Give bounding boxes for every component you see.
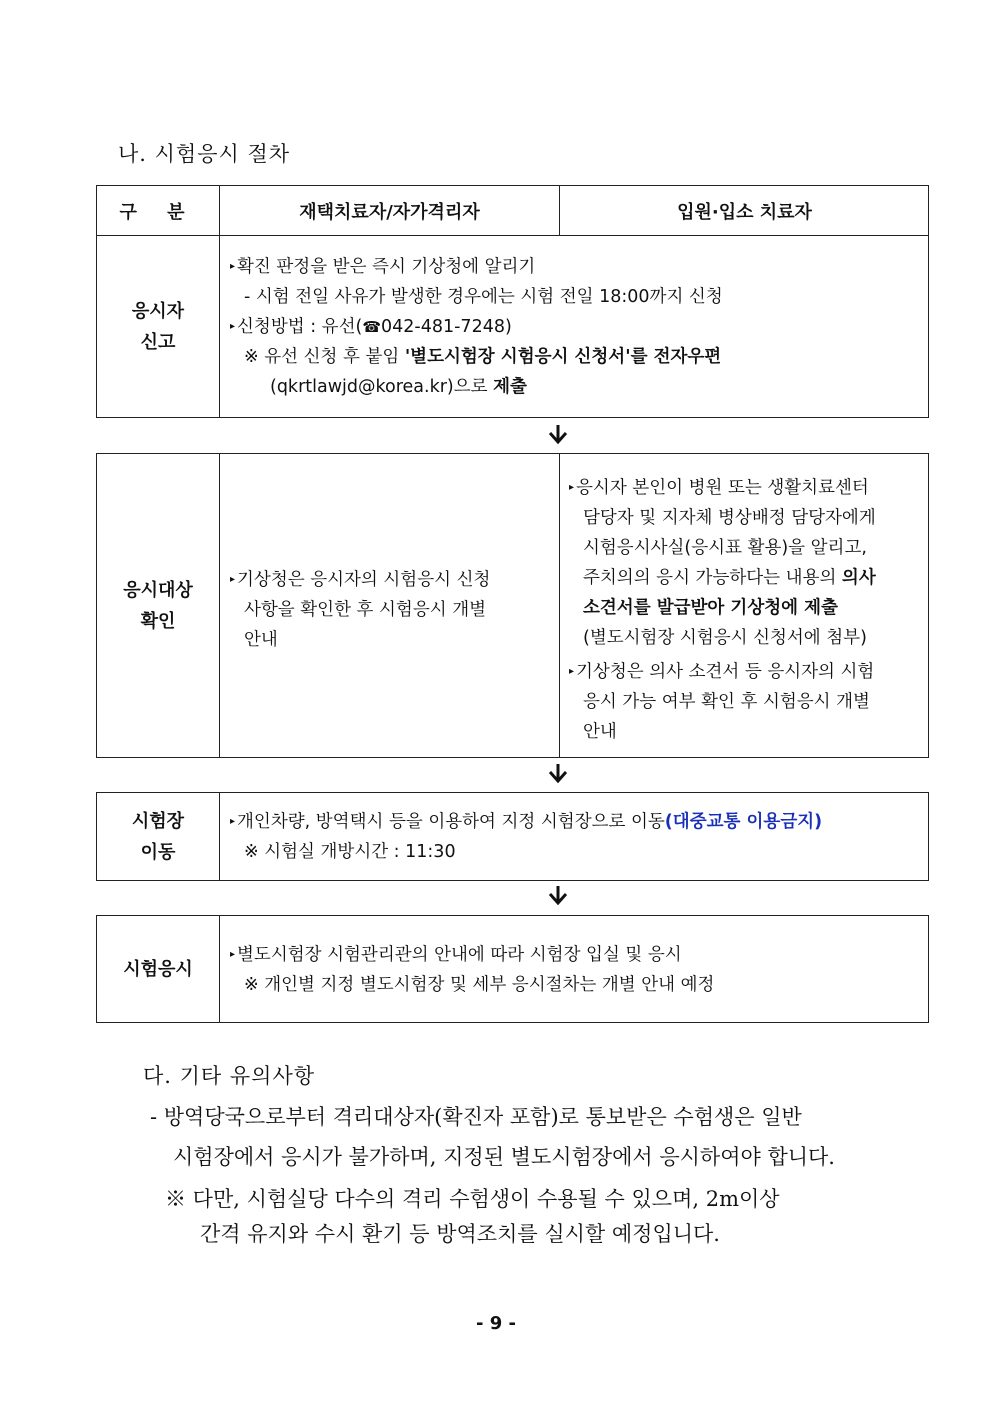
item-text: 확진 판정을 받은 즉시 기상청에 알리기 [237,257,536,277]
item-text: ※ 유선 신청 후 붙임 [244,347,405,367]
list-item [230,342,925,372]
list-item: (별도시험장 시험응시 신청서에 첨부) [583,628,867,648]
item-text-bold: '별도시험장 시험응시 신청서'를 전자우편 [404,347,722,367]
arrow-down-icon [546,762,570,784]
column-divider [219,793,220,880]
list-item [569,473,921,503]
procedure-row-eligibility [96,453,929,758]
row-label-line: 시험장 [131,810,185,832]
row-label-line: 응시자 [131,301,185,322]
arrow-down-icon [546,884,570,906]
section-heading-other-notes: 다. 기타 유의사항 [143,1064,316,1088]
phone-icon: ☎ [362,318,381,336]
list-item [230,372,925,402]
column-divider [219,916,220,1022]
item-text-bold: 소견서를 발급받아 기상청에 제출 [583,598,838,618]
applicant-report-content [230,252,925,402]
row-label-eligibility-check [97,454,219,757]
venue-move-content [230,807,925,867]
list-item: 시험응시사실(응시표 활용)을 알리고, [583,538,867,558]
column-divider [219,454,220,757]
list-item: 안내 [583,722,617,742]
triangle-right-icon: ▸ [230,261,236,272]
item-text-bold: 의사 [841,568,876,588]
list-item [230,252,925,282]
list-item [230,940,925,970]
procedure-row-move [96,792,929,881]
list-item: - 시험 전일 사유가 발생한 경우에는 시험 전일 18:00까지 신청 [244,287,723,307]
row-label-take-exam: 시험응시 [123,958,193,980]
list-item: ※ 시험실 개방시간 : 11:30 [244,842,456,862]
row-label-venue-move [97,793,219,880]
home-treatment-content [230,565,550,655]
column-divider [559,454,560,757]
triangle-right-icon: ▸ [569,482,575,493]
item-text: 주치의의 응시 가능하다는 내용의 [583,568,842,588]
list-item [569,563,921,593]
item-text: 별도시험장 시험관리관의 안내에 따라 시험장 입실 및 응시 [237,945,682,965]
no-public-transport-warning: (대중교통 이용금지) [664,812,823,832]
list-item: 응시 가능 여부 확인 후 시험응시 개별 [583,692,870,712]
item-text-bold: 제출 [493,377,527,397]
hospital-treatment-content [569,473,921,747]
notice-paragraph-line: ※ 다만, 시험실당 다수의 격리 수험생이 수용될 수 있으며, 2m이상 [165,1187,780,1211]
triangle-right-icon: ▸ [230,321,236,332]
row-label-applicant-report [97,236,219,418]
procedure-row-exam [96,915,929,1023]
list-item [230,312,925,342]
item-text: 신청방법 : 유선( [237,317,363,337]
item-text: 개인차량, 방역택시 등을 이용하여 지정 시험장으로 이동 [237,812,665,832]
header-home-treatment: 재택치료자/자가격리자 [299,201,480,223]
procedure-table-top [96,185,929,418]
list-item [569,657,921,687]
notice-paragraph-line: 시험장에서 응시가 불가하며, 지정된 별도시험장에서 응시하여야 합니다. [173,1145,835,1169]
section-heading-procedure: 나. 시험응시 절차 [118,142,291,166]
header-category: 구 분 [119,201,197,223]
row-label-line: 확인 [140,610,176,632]
take-exam-content [230,940,925,1000]
list-item: 사항을 확인한 후 시험응시 개별 [244,600,487,620]
triangle-right-icon: ▸ [230,949,236,960]
triangle-right-icon: ▸ [569,666,575,677]
list-item [569,593,921,623]
item-text: 기상청은 의사 소견서 등 응시자의 시험 [576,662,875,682]
item-text: 기상청은 응시자의 시험응시 신청 [237,570,491,590]
header-hospital-treatment: 입원·입소 치료자 [677,201,812,223]
list-item [230,807,925,837]
list-item: 담당자 및 지자체 병상배정 담당자에게 [583,508,876,528]
email-address: (qkrtlawjd@korea.kr)으로 [270,377,494,397]
triangle-right-icon: ▸ [230,816,236,827]
phone-number: 042-481-7248) [381,317,512,337]
list-item: 안내 [244,630,278,650]
page-number: - 9 - [476,1313,516,1334]
row-label-line: 이동 [140,841,176,863]
list-item [230,565,550,595]
row-label-line: 신고 [140,332,176,353]
notice-paragraph-line: 간격 유지와 수시 환기 등 방역조치를 실시할 예정입니다. [200,1222,720,1246]
notice-paragraph-line: - 방역당국으로부터 격리대상자(확진자 포함)로 통보받은 수험생은 일반 [150,1105,802,1129]
list-item: ※ 개인별 지정 별도시험장 및 세부 응시절차는 개별 안내 예정 [244,975,715,995]
item-text: 응시자 본인이 병원 또는 생활치료센터 [576,478,869,498]
triangle-right-icon: ▸ [230,574,236,585]
row-label-line: 응시대상 [123,579,193,601]
arrow-down-icon [546,423,570,445]
header-divider [97,235,928,236]
